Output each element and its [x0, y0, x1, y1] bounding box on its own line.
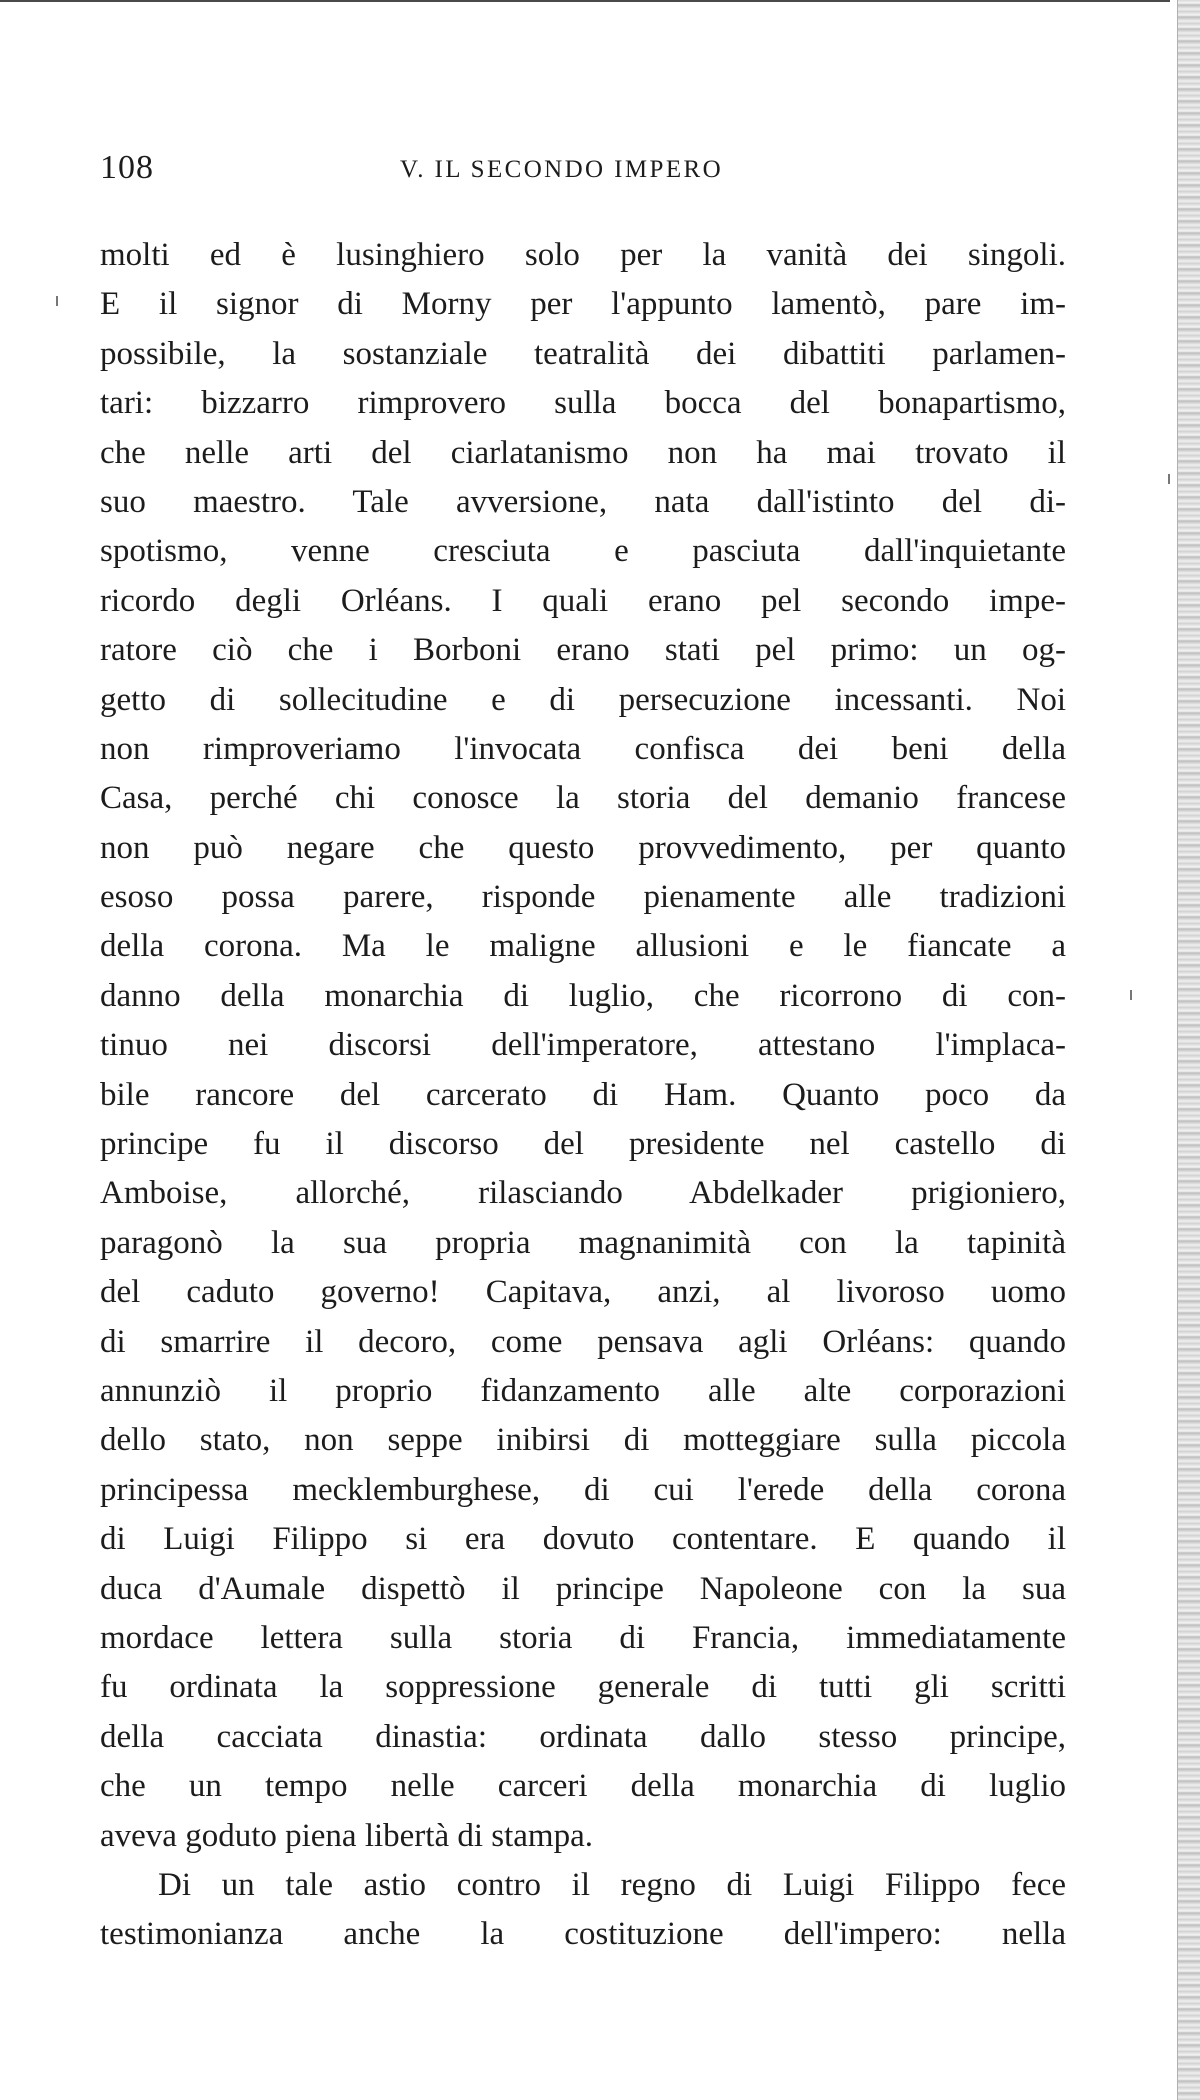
text-line: tari: bizzarro rimprovero sulla bocca del bonapartismo, — [100, 385, 1066, 422]
text-line: del caduto governo! Capitava, anzi, al livoroso uomo — [100, 1274, 1066, 1311]
text-line: che nelle arti del ciarlatanismo non ha mai trovato il — [100, 434, 1066, 471]
text-line: paragonò la sua propria magnanimità con la tapinità — [100, 1224, 1066, 1261]
margin-mark — [1168, 474, 1170, 484]
margin-mark — [1130, 990, 1132, 1000]
text-line: mordace lettera sulla storia di Francia, immediatamente — [100, 1619, 1066, 1656]
text-line: esoso possa parere, risponde pienamente alle tradizioni — [100, 879, 1066, 916]
text-line: Di un tale astio contro il regno di Luigi Filippo fece — [158, 1866, 1066, 1903]
text-line: suo maestro. Tale avversione, nata dall'istinto del di- — [100, 483, 1066, 520]
text-line: ratore ciò che i Borboni erano stati pel primo: un og- — [100, 632, 1066, 669]
text-line: della cacciata dinastia: ordinata dallo stesso principe, — [100, 1718, 1066, 1755]
text-line: principe fu il discorso del presidente nel castello di — [100, 1126, 1066, 1163]
text-line: bile rancore del carcerato di Ham. Quanto poco da — [100, 1076, 1066, 1113]
text-line: della corona. Ma le maligne allusioni e le fiancate a — [100, 928, 1066, 965]
margin-mark — [56, 296, 58, 306]
text-line: non rimproveriamo l'invocata confisca dei beni della — [100, 730, 1066, 767]
text-line: getto di sollecitudine e di persecuzione incessanti. Noi — [100, 681, 1066, 718]
text-line: danno della monarchia di luglio, che ricorrono di con- — [100, 977, 1066, 1014]
text-line: di Luigi Filippo si era dovuto contentare. E quando il — [100, 1521, 1066, 1558]
text-line: ricordo degli Orléans. I quali erano pel secondo impe- — [100, 582, 1066, 619]
text-line: tinuo nei discorsi dell'imperatore, attestano l'implaca- — [100, 1027, 1066, 1064]
page-header — [100, 148, 1066, 192]
text-line: Casa, perché chi conosce la storia del demanio francese — [100, 780, 1066, 817]
page-top-edge — [0, 0, 1170, 2]
text-line: di smarrire il decoro, come pensava agli Orléans: quando — [100, 1323, 1066, 1360]
body-text — [100, 231, 1066, 1960]
text-line: che un tempo nelle carceri della monarchia di luglio — [100, 1768, 1066, 1805]
text-line: non può negare che questo provvedimento, per quanto — [100, 829, 1066, 866]
page-number: 108 — [100, 149, 154, 186]
text-line: possibile, la sostanziale teatralità dei dibattiti parlamen- — [100, 335, 1066, 372]
text-line: testimonianza anche la costituzione dell'impero: nella — [100, 1916, 1066, 1953]
page-right-edge — [1177, 0, 1200, 2100]
text-line: E il signor di Morny per l'appunto lamentò, pare im- — [100, 286, 1066, 323]
text-line: aveva goduto piena libertà di stampa. — [100, 1817, 594, 1854]
text-line: spotismo, venne cresciuta e pasciuta dall'inquietante — [100, 533, 1066, 570]
text-line: duca d'Aumale dispettò il principe Napoleone con la sua — [100, 1570, 1066, 1607]
text-line: principessa mecklemburghese, di cui l'erede della corona — [100, 1471, 1066, 1508]
text-line: dello stato, non seppe inibirsi di motteggiare sulla piccola — [100, 1422, 1066, 1459]
running-title: V. IL SECONDO IMPERO — [400, 156, 724, 183]
text-line: fu ordinata la soppressione generale di tutti gli scritti — [100, 1669, 1066, 1706]
text-line: annunziò il proprio fidanzamento alle alte corporazioni — [100, 1372, 1066, 1409]
text-line: molti ed è lusinghiero solo per la vanità dei singoli. — [100, 237, 1066, 273]
text-line: Amboise, allorché, rilasciando Abdelkader prigioniero, — [100, 1175, 1066, 1212]
